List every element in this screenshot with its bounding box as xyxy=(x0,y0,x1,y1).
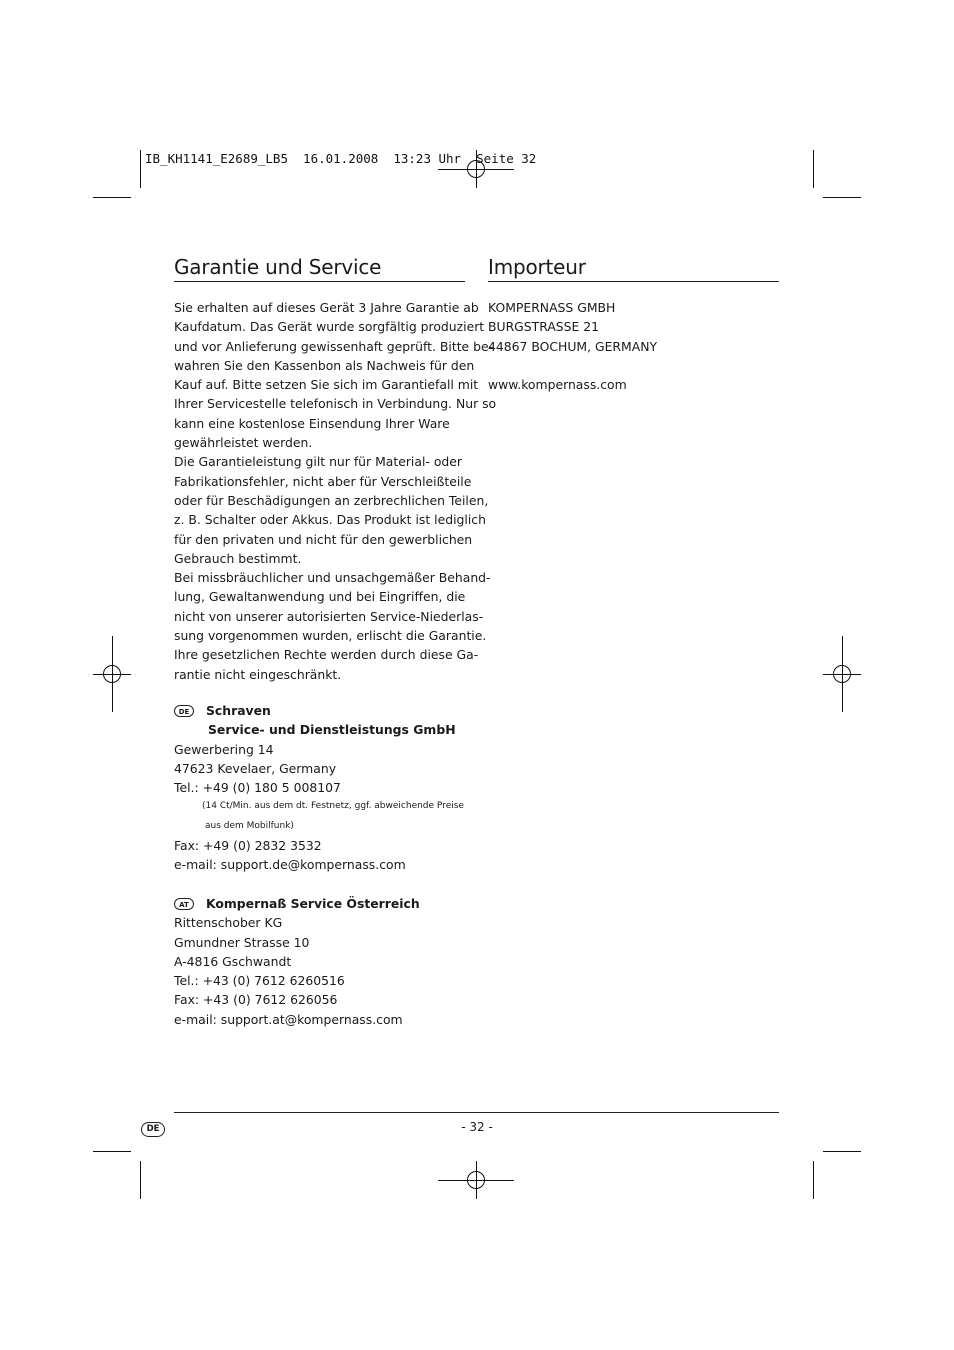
de-service-fax: Fax: +49 (0) 2832 3532 xyxy=(174,838,322,854)
paragraph-line: nicht von unserer autorisierten Service-Niederlas- xyxy=(174,608,484,624)
paragraph-line: Fabrikationsfehler, nicht aber für Verschleißteile xyxy=(174,473,472,489)
importeur-website: www.kompernass.com xyxy=(488,377,627,393)
paragraph-line: Kaufdatum. Das Gerät wurde sorgfältig produziert xyxy=(174,319,485,335)
at-service-tel: Tel.: +43 (0) 7612 6260516 xyxy=(174,973,345,989)
de-service-company: Service- und Dienstleistungs GmbH xyxy=(208,722,456,738)
at-service-block xyxy=(174,894,474,1029)
paragraph-line: kann eine kostenlose Einsendung Ihrer Ware xyxy=(174,415,450,431)
paragraph-line: Ihre gesetzlichen Rechte werden durch diese Ga- xyxy=(174,647,479,663)
address-line: KOMPERNASS GMBH xyxy=(488,300,616,315)
paragraph-line: für den privaten und nicht für den gewerblichen xyxy=(174,531,473,547)
print-slug: IB_KH1141_E2689_LB5 16.01.2008 13:23 Uhr Seite 32 xyxy=(145,151,537,166)
footer-de-badge: DE xyxy=(141,1122,165,1137)
garantie-paragraph xyxy=(174,298,497,684)
garantie-heading-rule xyxy=(174,281,465,282)
paragraph-line: z. B. Schalter oder Akkus. Das Produkt ist lediglich xyxy=(174,512,486,528)
importeur-heading-rule xyxy=(488,281,779,282)
de-service-street: Gewerbering 14 xyxy=(174,741,274,757)
address-line: 44867 BOCHUM, GERMANY xyxy=(488,338,658,354)
paragraph-line: Ihrer Servicestelle telefonisch in Verbindung. Nur so xyxy=(174,396,497,412)
de-flag-badge: DE xyxy=(174,705,194,717)
footer-rule xyxy=(174,1112,779,1113)
importeur-heading: Importeur xyxy=(488,255,586,279)
paragraph-line: Gebrauch bestimmt. xyxy=(174,550,302,566)
de-service-name: Schraven xyxy=(206,703,271,718)
paragraph-line: Kauf auf. Bitte setzen Sie sich im Garantiefall mit xyxy=(174,377,479,393)
at-service-fax: Fax: +43 (0) 7612 626056 xyxy=(174,992,338,1008)
page-number: - 32 - xyxy=(461,1120,493,1134)
paragraph-line: gewährleistet werden. xyxy=(174,435,313,451)
paragraph-line: sung vorgenommen wurden, erlischt die Garantie. xyxy=(174,628,487,644)
paragraph-line: rantie nicht eingeschränkt. xyxy=(174,666,342,682)
paragraph-line: Sie erhalten auf dieses Gerät 3 Jahre Garantie ab xyxy=(174,300,479,315)
de-service-note: aus dem Mobilfunk) xyxy=(205,820,294,831)
paragraph-line: oder für Beschädigungen an zerbrechlichen Teilen, xyxy=(174,492,489,508)
paragraph-line: Die Garantieleistung gilt nur für Material- oder xyxy=(174,454,462,470)
at-service-email: e-mail: support.at@kompernass.com xyxy=(174,1011,403,1027)
address-line: BURGSTRASSE 21 xyxy=(488,319,600,335)
at-service-company: Rittenschober KG xyxy=(174,915,283,931)
at-service-city: A-4816 Gschwandt xyxy=(174,953,292,969)
paragraph-line: Bei missbräuchlicher und unsachgemäßer Behand- xyxy=(174,570,491,586)
de-service-tel: Tel.: +49 (0) 180 5 008107 xyxy=(174,780,341,796)
paragraph-line: wahren Sie den Kassenbon als Nachweis für den xyxy=(174,357,475,373)
de-service-note: (14 Ct/Min. aus dem dt. Festnetz, ggf. abweichende Preise xyxy=(202,801,464,812)
at-service-name: Kompernaß Service Österreich xyxy=(206,896,420,911)
garantie-heading: Garantie und Service xyxy=(174,255,382,279)
paragraph-line: lung, Gewaltanwendung und bei Eingriffen, die xyxy=(174,589,466,605)
de-service-city: 47623 Kevelaer, Germany xyxy=(174,760,337,776)
at-flag-badge: AT xyxy=(174,898,194,910)
at-service-street: Gmundner Strasse 10 xyxy=(174,934,310,950)
importeur-address xyxy=(488,298,778,394)
paragraph-line: und vor Anlieferung gewissenhaft geprüft. Bitte be- xyxy=(174,338,494,354)
de-service-block xyxy=(174,701,474,875)
de-service-email: e-mail: support.de@kompernass.com xyxy=(174,857,406,873)
